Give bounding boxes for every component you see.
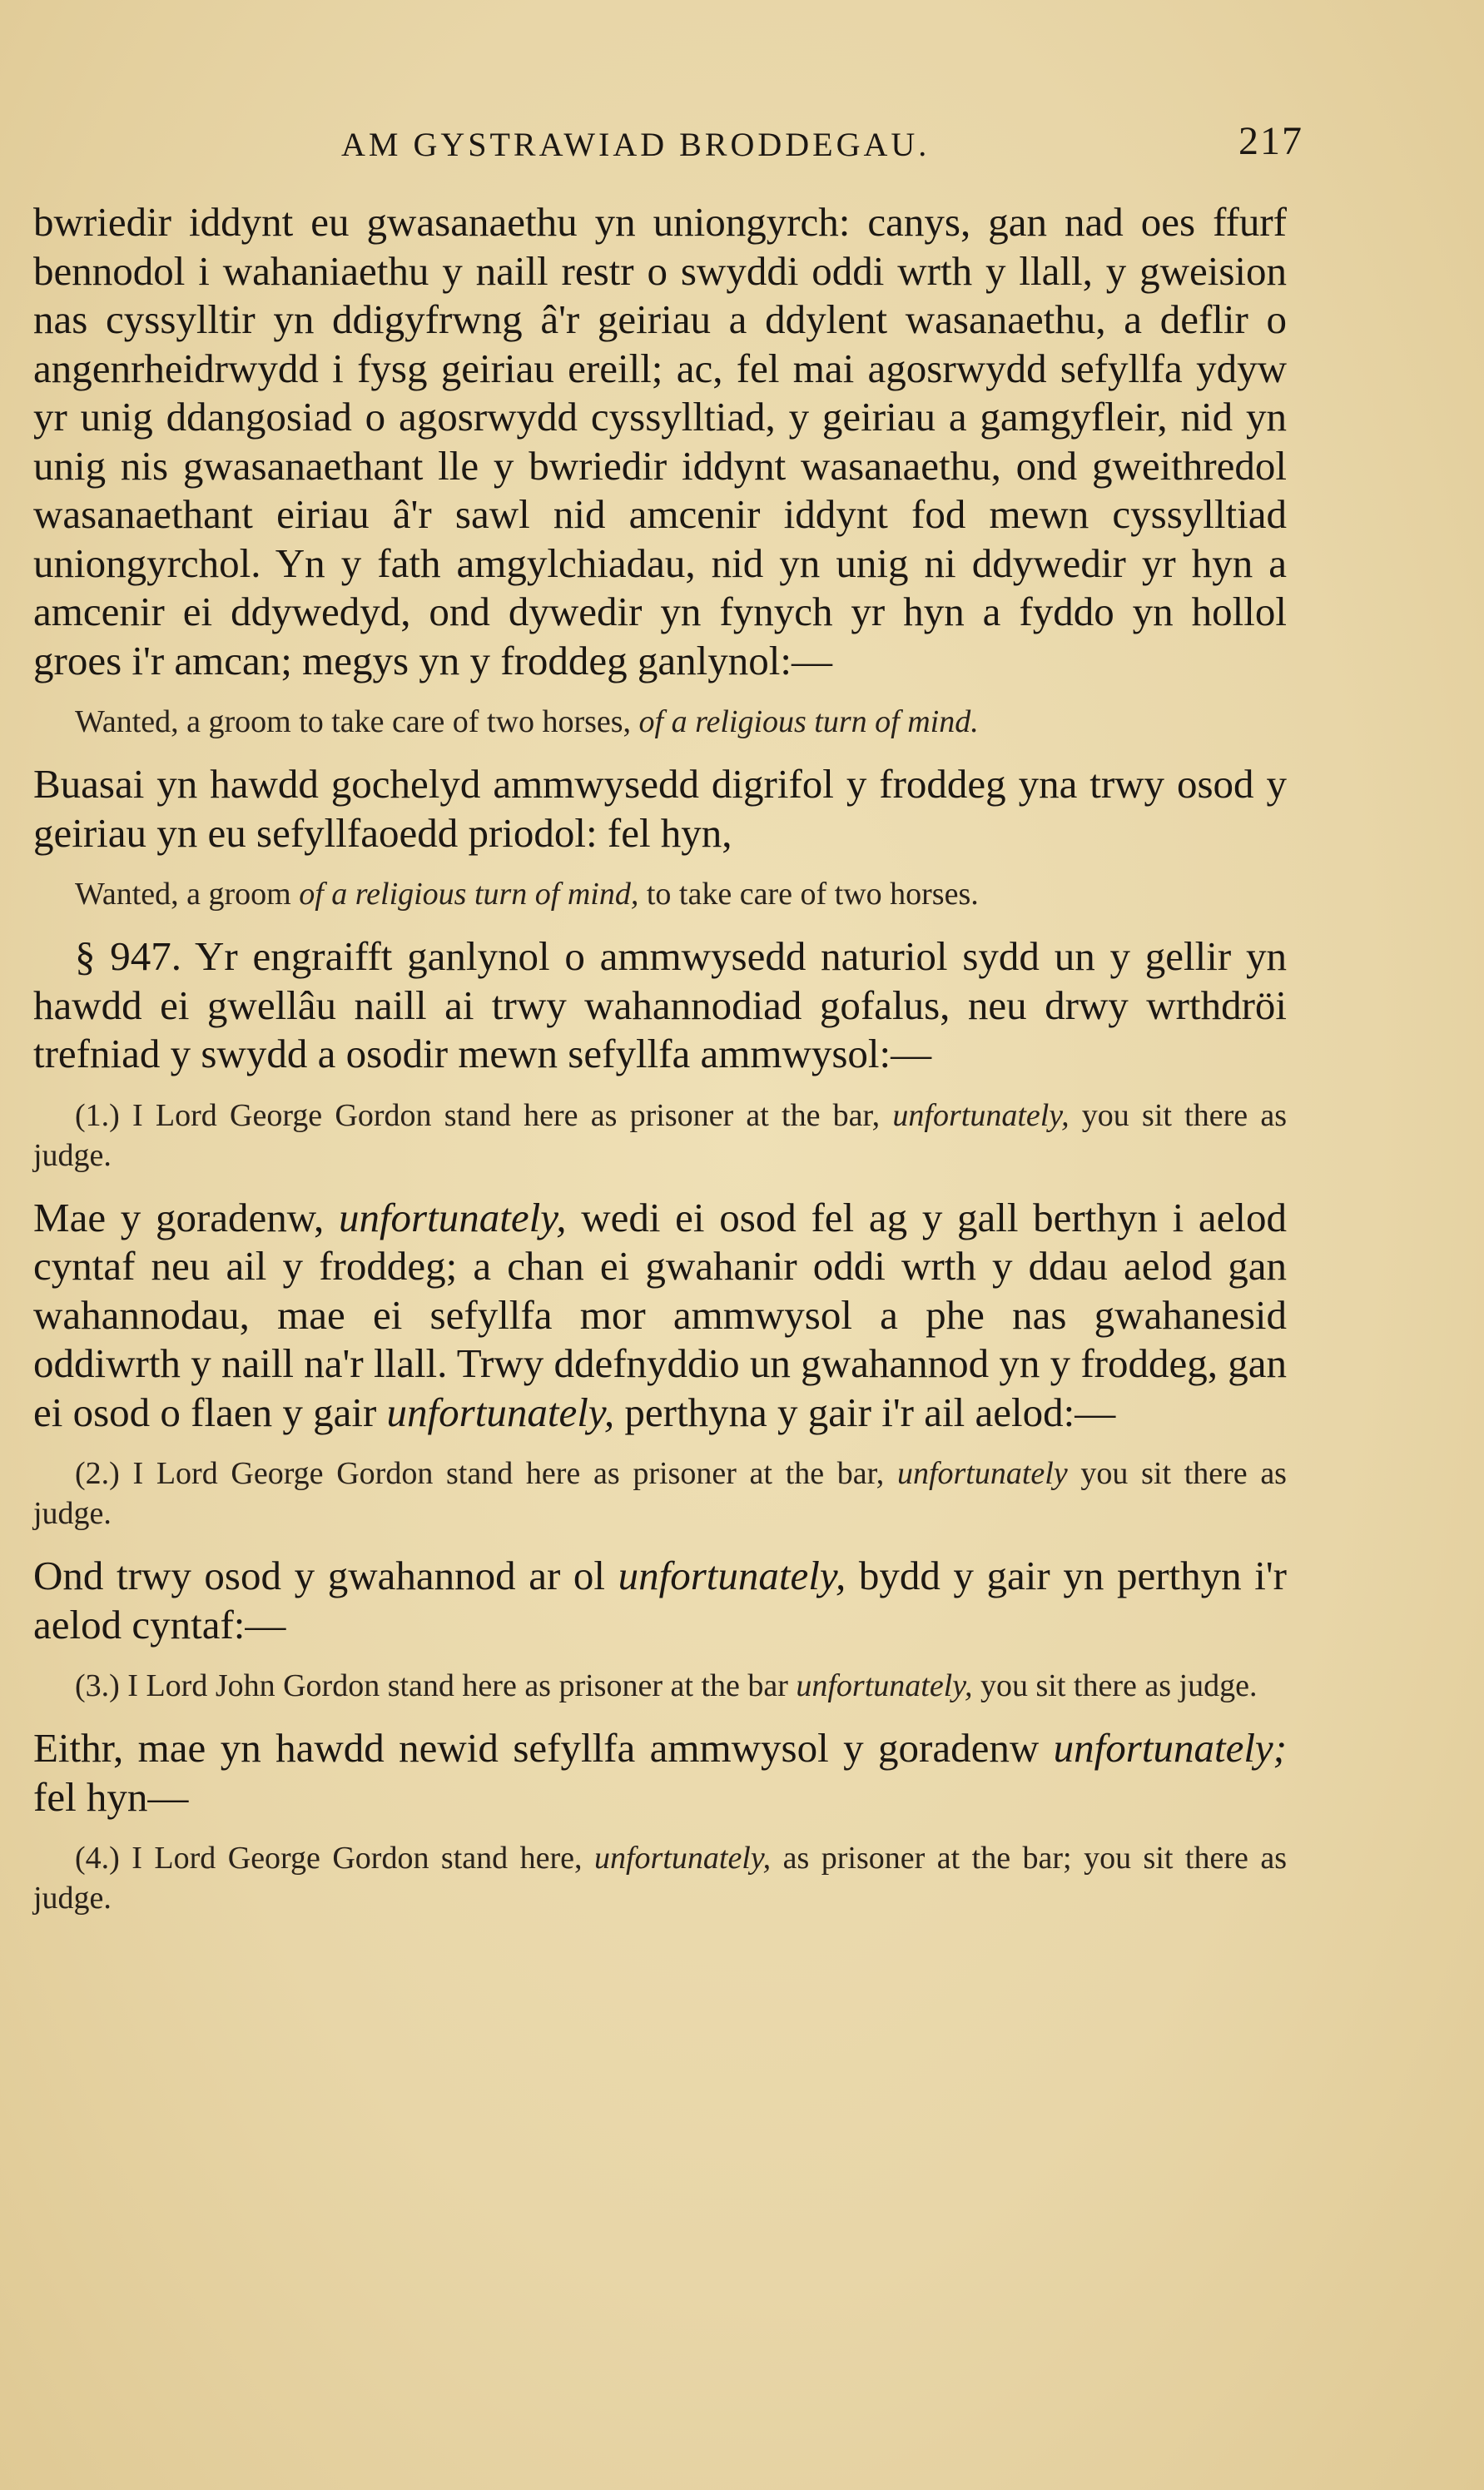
example-text: as prisoner at the bar; you sit there as judge.: [33, 1841, 1287, 1916]
example-text: (3.) I Lord John Gordon stand here as prisoner at the bar: [75, 1668, 797, 1703]
paragraph-text: Ond trwy osod y gwahannod ar ol: [33, 1553, 618, 1598]
paragraph-italic: unfortunately,: [386, 1389, 615, 1435]
paragraph-italic: unfortunately,: [338, 1194, 567, 1240]
example-italic: unfortunately,: [796, 1668, 973, 1703]
example-text: (4.) I Lord George Gordon stand here,: [75, 1841, 594, 1876]
paragraph-text: Eithr, mae yn hawdd newid sefyllfa ammwysol y goradenw: [33, 1725, 1054, 1771]
example-italic: of a religious turn of mind,: [299, 877, 639, 912]
paragraph-text: Mae y goradenw,: [33, 1194, 339, 1240]
paragraph-text: perthyna y gair i'r ail aelod:—: [614, 1389, 1116, 1435]
paragraph-5: [33, 1552, 1287, 1649]
example-3: [33, 1666, 1287, 1706]
example-1: [33, 1096, 1287, 1175]
paragraph-6: [33, 1724, 1287, 1822]
example-2: [33, 1454, 1287, 1533]
example-text: you sit there as judge.: [33, 1097, 1287, 1173]
paragraph-1: bwriedir iddynt eu gwasanaethu yn uniongyrch: canys, gan nad oes ffurf bennodol i wahaniaethu y naill restr o swyddi oddi wrth y llall, y gweision nas cyssylltir yn ddigyfrwng â'r geiriau a ddylent wasanaethu, a deflir o angenrheidrwydd i fysg geiriau ereill; ac, fel mai agosrwydd sefyllfa ydyw yr unig ddangosiad o agosrwydd cyssylltiad, y geiriau a gamgyfleir, nid yn unig nis gwasanaethant lle y bwriedir iddynt wasanaethu, ond gweithredol wasanaethant eiriau â'r sawl nid amcenir iddynt fod mewn cyssylltiad uniongyrchol. Yn y fath amgylchiadau, nid yn unig ni ddywedir yr hyn a amcenir ei ddywedyd, ond dywedir yn fynych yr hyn a fyddo yn hollol groes i'r amcan; megys yn y froddeg ganlynol:—: [33, 199, 1287, 683]
example-text: (2.) I Lord George Gordon stand here as prisoner at the bar,: [75, 1456, 897, 1491]
paragraph-italic: unfortunately;: [1053, 1725, 1287, 1771]
example-italic: unfortunately,: [892, 1097, 1070, 1133]
paragraph-text: bydd y gair yn perthyn i'r aelod cyntaf:—: [33, 1553, 1287, 1648]
paragraph-2: Buasai yn hawdd gochelyd ammwysedd digrifol y froddeg yna trwy osod y geiriau yn eu sefyllfaoedd priodol: fel hyn,: [33, 761, 1287, 856]
body-text: [33, 198, 1287, 1936]
example-text: Wanted, a groom: [75, 877, 300, 912]
example-wanted-1: [33, 702, 1287, 742]
paragraph-947: § 947. Yr engraifft ganlynol o ammwysedd naturiol sydd un y gellir yn hawdd ei gwellâu naill ai trwy wahannodiad gofalus, neu drwy wrthdröi trefniad y swydd a osodir mewn sefyllfa ammwysol:—: [33, 933, 1287, 1076]
example-text: to take care of two horses.: [638, 877, 979, 912]
paragraph-italic: unfortunately,: [618, 1553, 846, 1598]
example-text: (1.) I Lord George Gordon stand here as prisoner at the bar,: [75, 1097, 893, 1133]
example-wanted-2: [33, 874, 1287, 914]
example-italic: of a religious turn of mind.: [638, 704, 979, 739]
paragraph-text: fel hyn—: [33, 1773, 189, 1820]
example-text: you sit there as judge.: [33, 1456, 1287, 1531]
example-italic: unfortunately: [896, 1456, 1068, 1491]
example-italic: unfortunately,: [593, 1841, 772, 1876]
paragraph-text: wedi ei osod fel ag y gall berthyn i aelod cyntaf neu ail y froddeg; a chan ei gwahanir oddi wrth y ddau aelod gan wahannodau, mae ei sefyllfa mor ammwysol a phe nas gwahanesid oddiwrth y naill na'r llall. Trwy ddefnyddio un gwahannod yn y froddeg, gan ei osod o flaen y gair: [33, 1194, 1287, 1435]
paragraph-4: [33, 1194, 1287, 1438]
running-title: AM GYSTRAWIAD BRODDEGAU.: [341, 126, 931, 163]
example-4: [33, 1838, 1287, 1918]
example-text: Wanted, a groom to take care of two horses,: [75, 704, 639, 739]
example-text: you sit there as judge.: [972, 1668, 1258, 1703]
page-header: [33, 119, 1303, 183]
page-number: 217: [1238, 119, 1303, 163]
